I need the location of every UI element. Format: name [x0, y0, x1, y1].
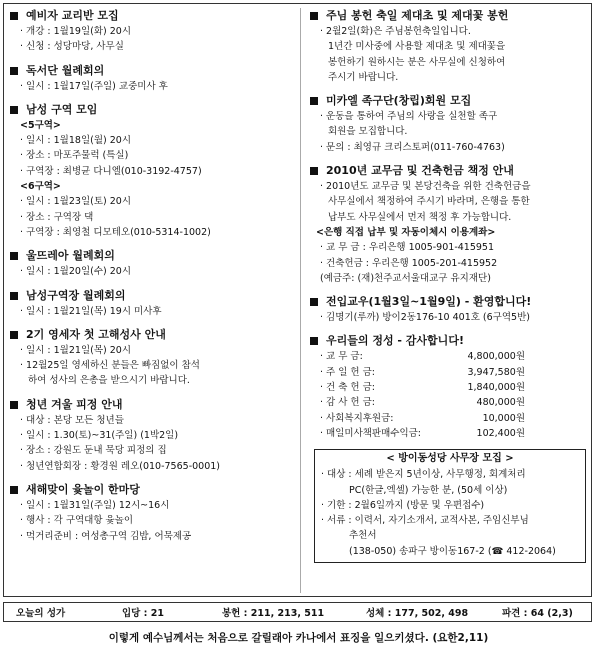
hymn-closing: 파견 : 64 (2,3) — [502, 608, 573, 619]
notice-line: · 일시 : 1월17일(주일) 교중미사 후 — [20, 80, 168, 92]
notice-line: 1년간 미사중에 사용할 제대초 및 제대꽃을 — [328, 41, 506, 53]
offering-row — [310, 349, 588, 364]
notice-line: 납부도 사무실에서 먼저 책정 후 가능합니다. — [328, 211, 512, 223]
bullet-square-icon — [310, 97, 318, 105]
notice-line: · 일시 : 1월21일(목) 20시 — [20, 344, 131, 356]
offering-label: · 주 일 헌 금: — [320, 366, 376, 378]
offering-title: 우리들의 정성 - 감사합니다! — [326, 334, 464, 348]
notice-line: 주시기 바랍니다. — [328, 71, 399, 83]
notice-line: · 일시 : 1월20일(수) 20시 — [20, 266, 131, 278]
notice-line: 사무실에서 책정하여 주시기 바라며, 은행을 통한 — [328, 196, 530, 208]
notice-line: · 2월2일(화)은 주님봉헌축일입니다. — [320, 26, 471, 37]
office-recruit-lines — [321, 467, 579, 559]
notice-title: 독서단 월례회의 — [26, 63, 105, 77]
notice-line: · 2010년도 교무금 및 본당건축을 위한 건축헌금을 — [320, 181, 531, 193]
offering-amount: 102,400원 — [476, 427, 525, 439]
notice-heading — [310, 294, 588, 310]
notice-line: · 교 무 금 : 우리은행 1005-901-415951 — [320, 242, 495, 254]
notice-heading — [10, 63, 295, 79]
hymn-bar — [3, 602, 592, 622]
offering-amount: 10,000원 — [482, 412, 525, 424]
hymn-label: 오늘의 성가 — [16, 608, 66, 619]
offering-row — [310, 411, 588, 426]
notice-heading — [310, 93, 588, 109]
scripture-verse: 이렇게 예수님께서는 처음으로 갈릴래아 카나에서 표징을 일으키셨다. (요한2,11) — [108, 632, 489, 644]
notice-line: · 문의 : 최영규 크리스토퍼(011-760-4763) — [320, 141, 505, 153]
notice-line: · 장소 : 마포주물럭 (특실) — [20, 150, 129, 162]
notice-line: 회원을 모집합니다. — [328, 126, 408, 138]
notice-title: 2010년 교무금 및 건축헌금 책정 안내 — [326, 164, 514, 178]
office-line: (138-050) 송파구 방이동167-2 (☎ 412-2064) — [349, 545, 556, 557]
notice-section — [10, 397, 295, 474]
offering-amount: 1,840,000원 — [467, 382, 525, 394]
notice-section — [10, 482, 295, 544]
office-line: PC(한글,엑셀) 가능한 분, (50세 이상) — [349, 484, 508, 496]
notice-title: 남성 구역 모임 — [26, 102, 98, 116]
group-heading: <6구역> — [20, 181, 61, 193]
bullet-square-icon — [10, 106, 18, 114]
offering-row — [310, 426, 588, 441]
notice-line: (예금주: (재)천주교서울대교구 유지재단) — [320, 272, 491, 284]
notice-heading — [10, 288, 295, 304]
offering-label: · 건 축 헌 금: — [320, 382, 376, 394]
notice-line: · 행사 : 각 구역대항 윷놀이 — [20, 515, 134, 527]
notice-line: · 일시 : 1월23일(토) 20시 — [20, 196, 131, 208]
office-line: · 기한 : 2월6일까지 (방문 및 우편접수) — [321, 499, 485, 511]
notice-title: 남성구역장 월례회의 — [26, 288, 126, 302]
notice-title: 새해맞이 윷놀이 한마당 — [26, 482, 140, 496]
notice-heading — [10, 327, 295, 343]
offering-row — [310, 365, 588, 380]
notice-line: · 12월25일 영세하신 분들은 빠짐없이 참석 — [20, 360, 200, 372]
notice-line: · 김명기(루까) 방이2동176-10 401호 (6구역5반) — [320, 312, 530, 324]
bullet-square-icon — [10, 486, 18, 494]
offering-label: · 매일미사책판매수익금: — [320, 427, 422, 439]
notice-section — [310, 8, 588, 85]
notice-line: · 청년연합회장 : 황경원 레오(010-7565-0001) — [20, 460, 221, 472]
notice-title: 전입교우(1월3일~1월9일) - 환영합니다! — [326, 295, 532, 309]
notice-line: · 구역장 : 최영철 디모테오(010-5314-1002) — [20, 226, 211, 238]
notice-line: · 일시 : 1월31일(주일) 12시~16시 — [20, 499, 170, 511]
offering-label: · 교 무 금: — [320, 351, 363, 363]
notice-title: 주님 봉헌 축일 제대초 및 제대꽃 봉헌 — [326, 9, 509, 22]
right-sections — [310, 8, 588, 325]
bullet-square-icon — [310, 337, 318, 345]
notice-line: · 개강 : 1월19일(화) 20시 — [20, 26, 131, 37]
bullet-square-icon — [310, 12, 318, 20]
account-heading: <은행 직접 납부 및 자동이체시 이용계좌> — [316, 226, 496, 238]
office-line: · 서류 : 이력서, 자기소개서, 교적사본, 주임신부님 — [321, 515, 529, 527]
column-divider — [300, 8, 301, 593]
bullet-square-icon — [10, 401, 18, 409]
notice-section — [10, 63, 295, 94]
notice-line: · 장소 : 구역장 댁 — [20, 211, 94, 223]
notice-line: 봉헌하기 원하시는 분은 사무실에 신청하여 — [328, 56, 506, 68]
notice-section — [10, 288, 295, 319]
offering-label: · 사회복지후원금: — [320, 412, 394, 424]
notice-line: · 일시 : 1.30(토)~31(주일) (1박2일) — [20, 430, 179, 442]
office-recruit-title: < 방이동성당 사무장 모집 > — [386, 453, 514, 465]
offering-rows — [310, 349, 588, 441]
bullet-square-icon — [10, 12, 18, 20]
notice-section — [10, 248, 295, 279]
notice-heading — [310, 8, 588, 24]
offering-amount: 480,000원 — [476, 397, 525, 409]
notice-section — [10, 8, 295, 55]
notice-line: · 운동을 통하여 주님의 사랑을 실천할 족구 — [320, 111, 498, 123]
notice-section — [310, 163, 588, 286]
office-line: 추천서 — [349, 530, 377, 542]
bullet-square-icon — [10, 292, 18, 300]
notice-line: · 일시 : 1월21일(목) 19시 미사후 — [20, 305, 162, 317]
left-column — [10, 8, 295, 552]
notice-heading — [10, 397, 295, 413]
notice-heading — [10, 8, 295, 24]
hymn-entrance: 입당 : 21 — [122, 608, 164, 619]
notice-section — [10, 102, 295, 240]
notice-heading — [310, 163, 588, 179]
bullet-square-icon — [310, 167, 318, 175]
notice-line: · 건축헌금 : 우리은행 1005-201-415952 — [320, 257, 498, 269]
notice-section — [310, 294, 588, 325]
notice-section — [310, 93, 588, 155]
hymn-communion: 성체 : 177, 502, 498 — [366, 608, 469, 619]
right-column — [310, 8, 588, 563]
notice-line: · 먹거리준비 : 여성총구역 김밥, 어묵제공 — [20, 530, 192, 542]
bullet-square-icon — [10, 331, 18, 339]
office-recruit-box — [314, 449, 586, 563]
bullet-square-icon — [310, 298, 318, 306]
office-line: · 대상 : 세례 받은지 5년이상, 사무행정, 회계처리 — [321, 469, 526, 481]
offering-label: · 감 사 헌 금: — [320, 397, 376, 409]
notice-title: 예비자 교리반 모집 — [26, 9, 119, 22]
bullet-square-icon — [10, 67, 18, 75]
group-heading: <5구역> — [20, 119, 61, 131]
notice-line: 하여 성사의 은총을 받으시기 바랍니다. — [28, 375, 190, 387]
offering-section — [310, 333, 588, 441]
notice-title: 울뜨레아 월례회의 — [26, 249, 115, 263]
notice-heading — [10, 102, 295, 118]
offering-row — [310, 380, 588, 395]
bullet-square-icon — [10, 252, 18, 260]
notice-title: 청년 겨울 피정 안내 — [26, 397, 123, 411]
hymn-offertory: 봉헌 : 211, 213, 511 — [222, 608, 325, 619]
notice-heading — [10, 482, 295, 498]
notice-title: 미카엘 족구단(창립)회원 모집 — [326, 94, 472, 108]
offering-row — [310, 395, 588, 410]
offering-amount: 4,800,000원 — [467, 351, 525, 363]
notice-line: · 구역장 : 최병균 다니엘(010-3192-4757) — [20, 165, 202, 177]
notice-section — [10, 327, 295, 389]
notice-line: · 대상 : 본당 모든 청년들 — [20, 414, 124, 426]
offering-amount: 3,947,580원 — [467, 366, 525, 378]
notice-line: · 장소 : 강원도 둔내 묵당 피정의 집 — [20, 445, 167, 457]
notice-heading — [10, 248, 295, 264]
notice-line: · 신청 : 성당마당, 사무실 — [20, 41, 124, 53]
notice-title: 2기 영세자 첫 고해성사 안내 — [26, 327, 166, 341]
notice-line: · 일시 : 1월18일(월) 20시 — [20, 135, 131, 147]
offering-heading — [310, 333, 588, 349]
